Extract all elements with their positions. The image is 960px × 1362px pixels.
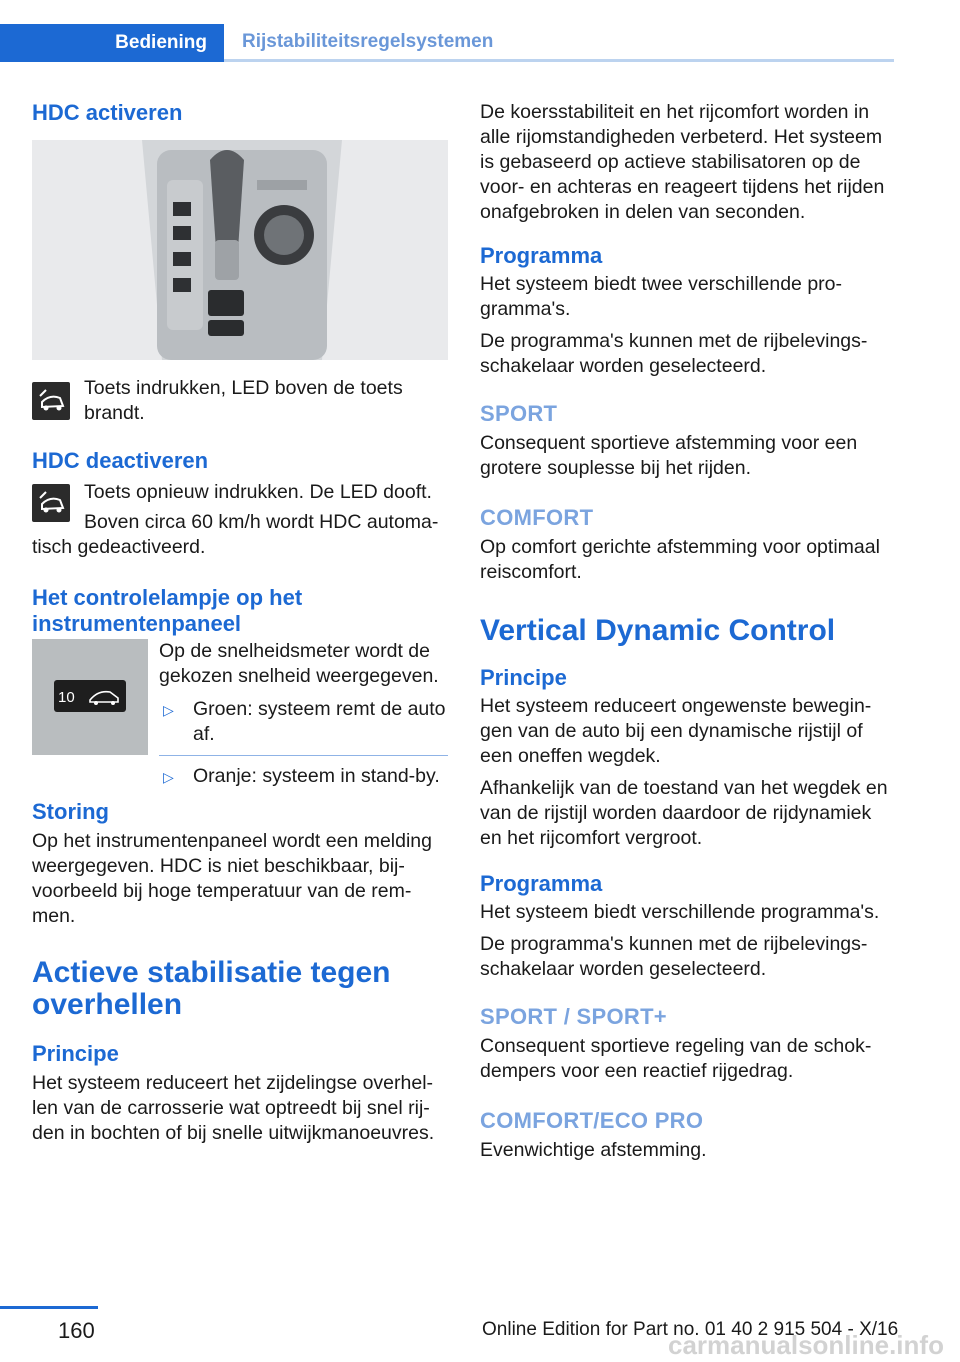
comfort-text: Op comfort gerichte afstemming voor optimaal reiscomfort. [480, 536, 880, 583]
center-console-illustration [32, 140, 448, 360]
hdc-car-icon [88, 686, 122, 706]
triangle-bullet-icon: ▷ [163, 769, 174, 785]
tab-rijstabiliteitsregelsystemen[interactable]: Rijstabiliteitsregelsystemen [224, 24, 894, 62]
edition-text: Online Edition for Part no. 01 40 2 915 504 - X/16 [482, 1319, 899, 1340]
actieve-stabilisatie-heading: Actieve stabilisatie tegen overhellen [32, 956, 391, 1021]
vdc-programma-heading: Programma [480, 871, 603, 896]
hdc-off-row [32, 480, 448, 535]
lamp-text: Op de snelheidsmeter wordt de gekozen snelheid weergegeven. [159, 640, 439, 687]
speed-number: 10 [58, 689, 75, 706]
bullet-divider [159, 755, 448, 756]
hdc-on-row [32, 376, 448, 428]
controlelampje-heading: Het controlelampje op het instrumentenpaneel [32, 585, 303, 636]
hdc-on-text: Toets indrukken, LED boven de toets brandt. [84, 377, 403, 424]
programma-text-1: Het systeem biedt twee verschillende pro- gramma's. [480, 273, 842, 320]
intro-text: De koersstabiliteit en het rijcomfort worden in alle rijomstandigheden verbeterd. Het systeem is gebaseerd op actieve stabilisatoren op de voor- en achteras en reageert tijdens het rijden onafgebroken in delen van seconden. [480, 101, 885, 223]
sportplus-heading: SPORT / SPORT+ [480, 1004, 667, 1029]
sportplus-text: Consequent sportieve regeling van de schok- dempers voor een reactief rijgedrag. [480, 1035, 872, 1082]
lamp-bullets [159, 697, 448, 789]
tab-bediening[interactable]: Bediening [0, 24, 224, 62]
hdc-off-text: Toets opnieuw indrukken. De LED dooft. [84, 481, 432, 503]
left-column [32, 100, 448, 1146]
principe-text: Het systeem reduceert het zijdelingse overhel- len van de carrosserie wat optreedt bij snel rij- den in bochten of bij snelle uitwijkmanoeuvres. [32, 1072, 435, 1144]
vdc-programma-text-2: De programma's kunnen met de rijbelevings- schakelaar worden geselecteerd. [480, 933, 868, 980]
hdc-activeren-heading: HDC activeren [32, 100, 183, 125]
programma-text-2: De programma's kunnen met de rijbelevings- schakelaar worden geselecteerd. [480, 330, 868, 377]
comfort-heading: COMFORT [480, 505, 594, 530]
indicator-lamp-image [32, 639, 148, 755]
ecopro-heading: COMFORT/ECO PRO [480, 1108, 704, 1133]
principe-heading: Principe [32, 1041, 119, 1066]
indicator-lamp-display [54, 680, 126, 712]
vdc-programma-text-1: Het systeem biedt verschillende programma's. [480, 901, 880, 923]
center-console-photo [32, 140, 448, 360]
vdc-principe-text-2: Afhankelijk van de toestand van het wegdek en van de rijstijl worden daardoor de rijdynamiek en het rijcomfort vergroot. [480, 777, 888, 849]
hdc-off-auto-text-b: tisch gedeactiveerd. [32, 536, 206, 558]
vdc-principe-heading: Principe [480, 665, 567, 690]
footer-accent-line [0, 1306, 98, 1309]
ecopro-text: Evenwichtige afstemming. [480, 1139, 707, 1161]
hdc-deactiveren-heading: HDC deactiveren [32, 448, 209, 473]
vdc-heading: Vertical Dynamic Control [480, 614, 836, 647]
vdc-principe-text-1: Het systeem reduceert ongewenste bewegin- gen van de auto bij een dynamische rijstijl of een oneffen wegdek. [480, 695, 872, 767]
sport-heading: SPORT [480, 401, 558, 426]
hdc-button-icon [32, 484, 70, 522]
page-number: 160 [58, 1318, 95, 1343]
sport-text: Consequent sportieve afstemming voor een grotere souplesse bij het rijden. [480, 432, 858, 479]
page-header [0, 0, 960, 62]
triangle-bullet-icon: ▷ [163, 702, 174, 718]
hdc-off-auto-text-a: Boven circa 60 km/h wordt HDC automa- [84, 511, 439, 533]
storing-text: Op het instrumentenpaneel wordt een melding weergegeven. HDC is niet beschikbaar, bij- voorbeeld bij hoge temperatuur van de rem- men. [32, 830, 432, 927]
bullet-item: ▷ Oranje: systeem in stand-by. [159, 764, 448, 789]
storing-heading: Storing [32, 799, 109, 824]
right-column [480, 100, 896, 1163]
programma-heading: Programma [480, 243, 603, 268]
watermark: carmanualsonline.info [668, 1330, 944, 1360]
hdc-button-icon [32, 382, 70, 420]
lamp-section [32, 639, 448, 789]
bullet-item: ▷ Groen: systeem remt de auto af. [163, 698, 446, 745]
